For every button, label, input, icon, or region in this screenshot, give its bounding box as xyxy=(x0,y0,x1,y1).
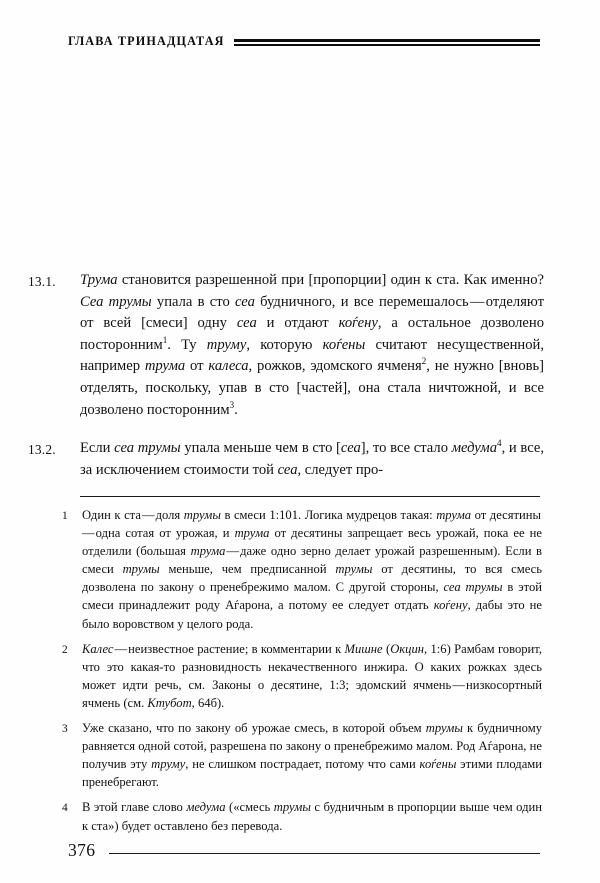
section-number: 13.2. xyxy=(28,442,56,458)
body-text xyxy=(28,270,544,498)
section-number: 13.1. xyxy=(28,274,56,289)
footnote-number: 3 xyxy=(62,723,68,736)
chapter-title: ГЛАВА ТРИНАДЦАТАЯ xyxy=(68,33,225,48)
footnote-number: 1 xyxy=(62,510,68,522)
footnote-number: 4 xyxy=(62,802,68,815)
section-body: Трума становится разрешенной при [пропорции] один к ста. Как именно? Сеа трумы упала в сто сеа будничного, и все перемешалось — отделяют от всей [смеси] одну сеа и отдают коѓену, а остальное дозволено посторонним$^1$. Ту труму, которую коѓены считают несущественной, например трума от калеса, рожков, эдомского ячменя$^2$, не нужно [вновь] отделять, поскольку, упав в сто [частей], она стала ничтожной, и все дозволено посторонним$^3$. xyxy=(80,272,545,418)
footnote-3 xyxy=(62,719,542,791)
running-head-rule xyxy=(234,39,540,46)
page-footer-rule xyxy=(109,853,540,854)
section-13-1 xyxy=(28,270,544,421)
page-number: 376 xyxy=(68,840,96,860)
running-head xyxy=(68,30,540,52)
footnote-body: В этой главе слово медума («смесь трумы с будничным в пропорции выше чем один к ста») будет оставлено без перевода. xyxy=(82,800,542,833)
footnote-4 xyxy=(62,798,542,834)
section-body: Если сеа трумы упала меньше чем в сто [сеа], то все стало медума$^4$, и все, за исключением стоимости той сеа, следует про- xyxy=(80,438,544,478)
page-footer xyxy=(68,840,540,861)
footnote-list xyxy=(62,506,542,842)
footnote-separator-rule xyxy=(80,496,540,497)
footnote-number: 2 xyxy=(62,643,68,656)
section-13-2 xyxy=(28,438,544,481)
footnote-body: Калес — неизвестное растение; в комментарии к Мишне (Окцин, 1:6) Рамбам говорит, что это какая-то разновидность некачественного инжира. О каких рожках здесь может идти речь, см. Законы о десятине, 1:3; эдомский ячмень — низкосортный ячмень (см. Ктубот, 64б). xyxy=(82,641,542,710)
footnote-body: Один к ста — доля трумы в смеси 1:101. Логика мудрецов такая: трума от десятины — одна сотая от урожая, и трума от десятины запрещает весь урожай, пока ее не отделили (большая трума — даже одно зерно делает урожай разрешенным). Если в смеси трумы меньше, чем предписанной трумы от десятины, то вся смесь дозволена по закону о пренебрежимо малом. С другой стороны, сеа трумы в этой смеси принадлежит роду Аѓарона, а потому ее следует отдать коѓену, дабы это не было воровством у целого рода. xyxy=(82,508,543,631)
footnote-2 xyxy=(62,640,542,712)
footnote-body: Уже сказано, что по закону об урожае смесь, в которой объем трумы к будничному равняется одной сотой, разрешена по закону о пренебрежимо малом. Род Аѓарона, не получив эту труму, не слишком пострадает, потому что сами коѓены этими плодами пренебрегают. xyxy=(82,721,542,790)
footnote-1 xyxy=(62,506,542,633)
